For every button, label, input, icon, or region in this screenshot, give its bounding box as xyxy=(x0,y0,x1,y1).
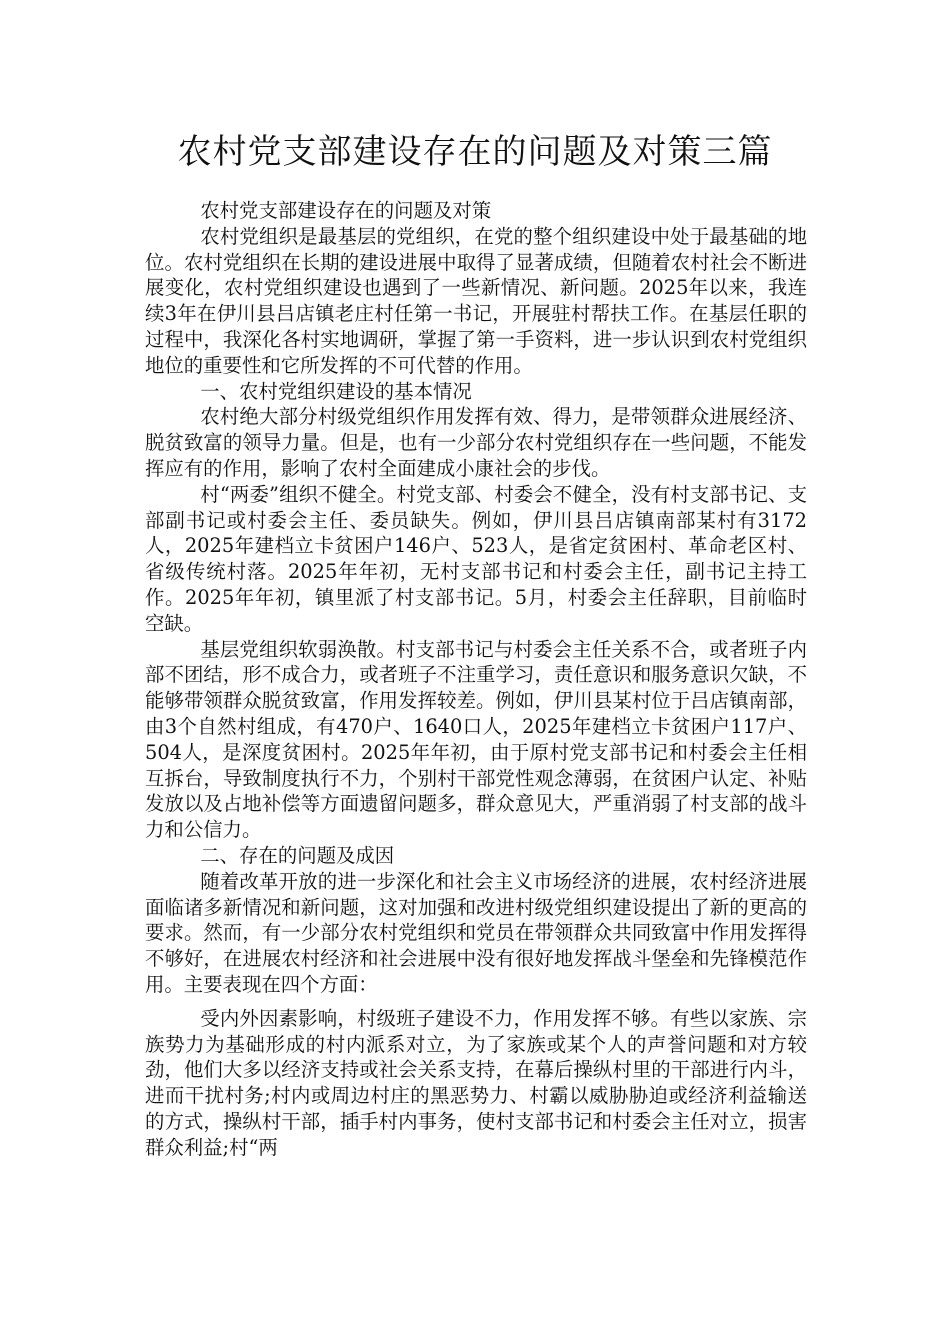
paragraph-intro: 农村党组织是最基层的党组织，在党的整个组织建设中处于最基础的地位。农村党组织在长期的建设进展中取得了显著成绩，但随着农村社会不断进展变化，农村党组织建设也遇到了一些新情况、新问题。2025年以来，我连续3年在伊川县吕店镇老庄村任第一书记，开展驻村帮扶工作。在基层任职的过程中，我深化各村实地调研，掌握了第一手资料，进一步认识到农村党组织地位的重要性和它所发挥的不可代替的作用。 xyxy=(145,224,807,377)
paragraph: 农村绝大部分村级党组织作用发挥有效、得力，是带领群众进展经济、脱贫致富的领导力量。但是，也有一少部分农村党组织存在一些问题，不能发挥应有的作用，影响了农村全面建成小康社会的步伐。 xyxy=(145,405,807,480)
paragraph: 随着改革开放的进一步深化和社会主义市场经济的进展，农村经济进展面临诸多新情况和新问题，这对加强和改进村级党组织建设提出了新的更高的要求。然而，有一少部分农村党组织和党员在带领群众共同致富中作用发挥得不够好，在进展农村经济和社会进展中没有很好地发挥战斗堡垒和先锋模范作用。主要表现在四个方面： xyxy=(145,869,807,996)
section-heading-2: 二、存在的问题及成因 xyxy=(200,843,395,867)
paragraph-subtitle: 农村党支部建设存在的问题及对策 xyxy=(200,199,492,222)
document-title: 农村党支部建设存在的问题及对策三篇 xyxy=(177,132,773,172)
paragraph: 受内外因素影响，村级班子建设不力，作用发挥不够。有些以家族、宗族势力为基础形成的村内派系对立，为了家族或某个人的声誉问题和对方较劲，他们大多以经济支持或社会关系支持，在幕后操纵村里的干部进行内斗，进而干扰村务;村内或周边村庄的黑恶势力、村霸以威胁胁迫或经济利益输送的方式，操纵村干部，插手村内事务，使村支部书记和村委会主任对立，损害群众利益;村“两 xyxy=(145,1006,807,1159)
paragraph: 村“两委”组织不健全。村党支部、村委会不健全，没有村支部书记、支部副书记或村委会主任、委员缺失。例如，伊川县吕店镇南部某村有3172人，2025年建档立卡贫困户146户、523人，是省定贫困村、革命老区村、省级传统村落。2025年年初，无村支部书记和村委会主任，副书记主持工作。2025年年初，镇里派了村支部书记。5月，村委会主任辞职，目前临时空缺。 xyxy=(145,482,807,635)
paragraph: 基层党组织软弱涣散。村支部书记与村委会主任关系不合，或者班子内部不团结，形不成合力，或者班子不注重学习，责任意识和服务意识欠缺，不能够带领群众脱贫致富，作用发挥较差。例如，伊川县某村位于吕店镇南部，由3个自然村组成，有470户、1640口人，2025年建档立卡贫困户117户、504人，是深度贫困村。2025年年初，由于原村党支部书记和村委会主任相互拆台，导致制度执行不力，个别村干部党性观念薄弱，在贫困户认定、补贴发放以及占地补偿等方面遗留问题多，群众意见大，严重消弱了村支部的战斗力和公信力。 xyxy=(145,637,807,842)
document-body xyxy=(145,198,807,1160)
section-heading-1: 一、农村党组织建设的基本情况 xyxy=(200,379,472,403)
